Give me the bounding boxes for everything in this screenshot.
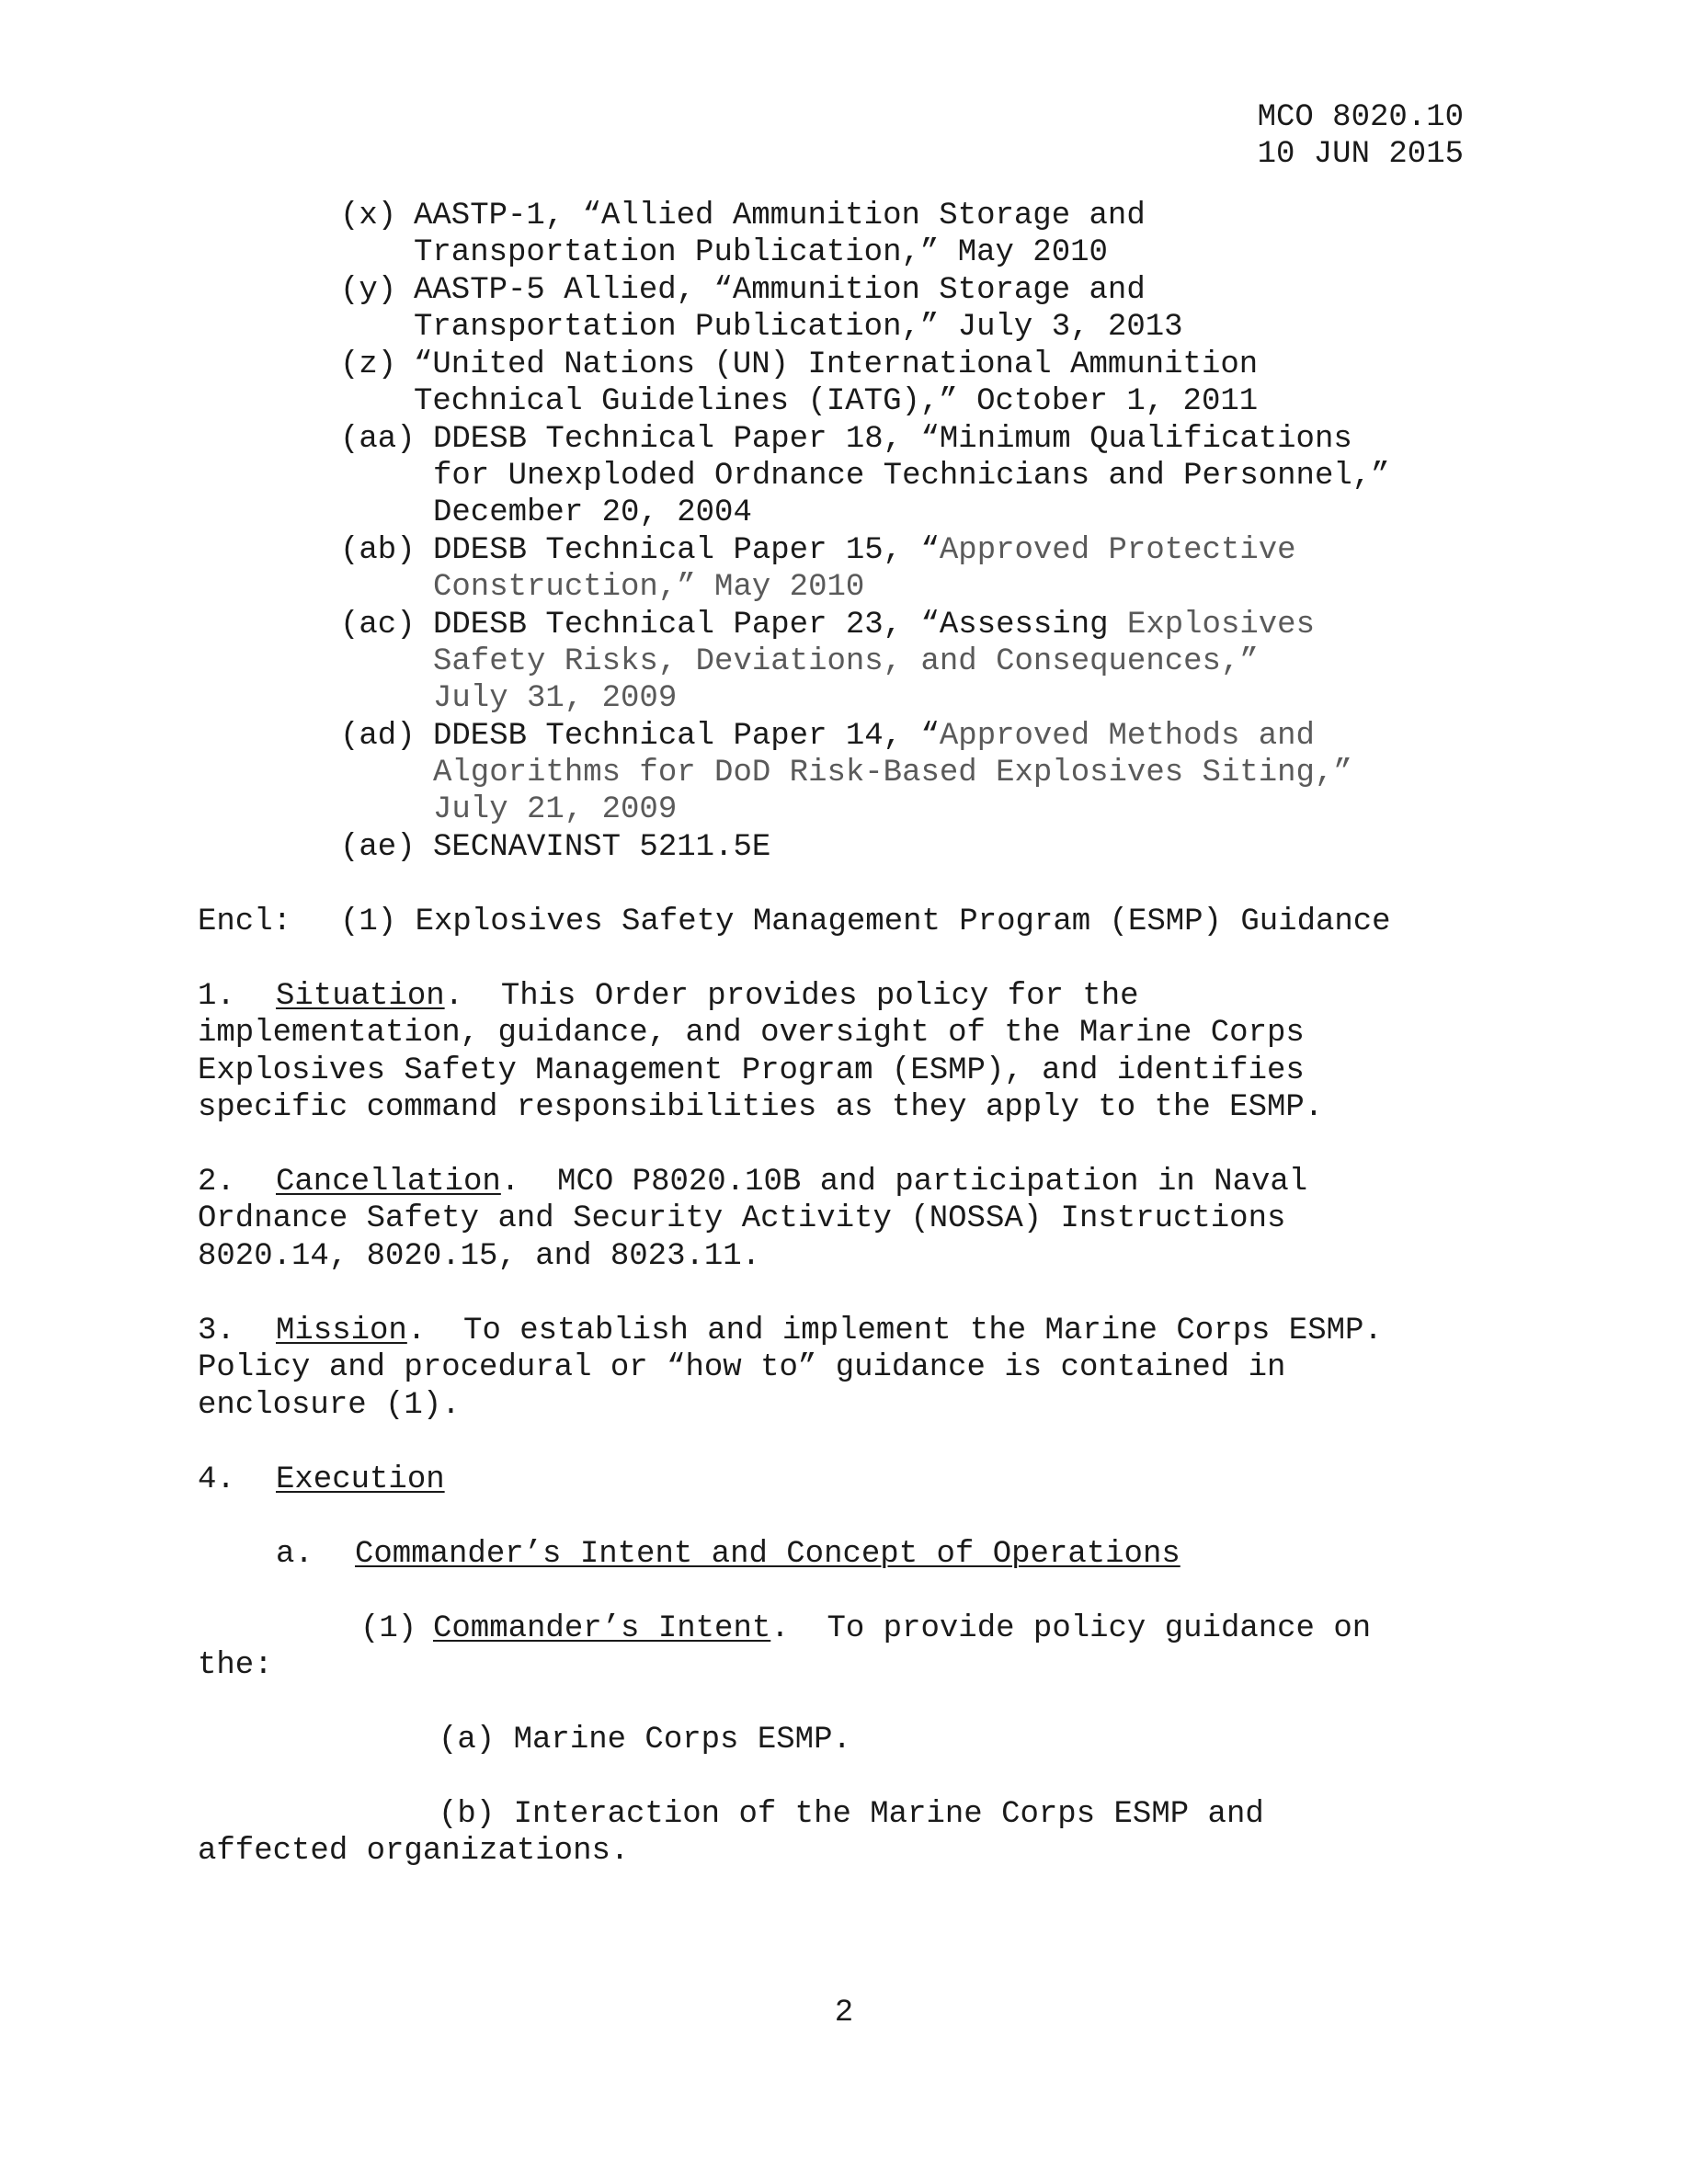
reference-marker: (ac) — [340, 608, 416, 643]
reference-text: Algorithms for DoD Risk-Based Explosives Siting,” — [433, 756, 1352, 791]
enclosure-label: Encl: — [198, 904, 292, 939]
subsection-heading: Commander’s Intent and Concept of Operations — [355, 1537, 1180, 1572]
reference-marker: (ab) — [340, 533, 416, 568]
reference-text: DDESB Technical Paper 15, “Approved Protective — [433, 533, 1296, 568]
paragraph-line: Ordnance Safety and Security Activity (NOSSA) Instructions — [198, 1201, 1286, 1236]
reference-text: AASTP-5 Allied, “Ammunition Storage and — [414, 273, 1146, 308]
order-number: MCO 8020.10 — [1257, 100, 1464, 135]
paragraph-line: Policy and procedural or “how to” guidance is contained in — [198, 1350, 1286, 1385]
paragraph-line: Explosives Safety Management Program (ESMP), and identifies — [198, 1053, 1305, 1088]
situation-paragraph-first-line: Situation. This Order provides policy for the — [276, 979, 1139, 1014]
section-number: 3. — [198, 1314, 235, 1348]
paragraph-line: implementation, guidance, and oversight of the Marine Corps — [198, 1016, 1305, 1051]
intent-heading: Commander’s Intent — [433, 1611, 771, 1646]
reference-text: DDESB Technical Paper 18, “Minimum Qualifications — [433, 422, 1352, 457]
reference-text: Construction,” May 2010 — [433, 570, 865, 605]
paragraph-line: enclosure (1). — [198, 1388, 461, 1423]
reference-text: DDESB Technical Paper 14, “Approved Methods and — [433, 719, 1315, 754]
reference-text: for Unexploded Ordnance Technicians and Personnel,” — [433, 459, 1390, 494]
reference-marker: (z) — [340, 347, 397, 382]
reference-text: Technical Guidelines (IATG),” October 1, 2011 — [414, 384, 1259, 419]
section-number: 2. — [198, 1165, 235, 1200]
section-number: 4. — [198, 1462, 235, 1497]
reference-marker: (x) — [340, 199, 397, 233]
reference-text: AASTP-1, “Allied Ammunition Storage and — [414, 199, 1146, 233]
reference-text: SECNAVINST 5211.5E — [433, 830, 771, 865]
order-date: 10 JUN 2015 — [1257, 137, 1464, 172]
reference-text: Transportation Publication,” May 2010 — [414, 235, 1108, 270]
list-item: (b) Interaction of the Marine Corps ESMP and — [439, 1797, 1264, 1832]
reference-text: July 31, 2009 — [433, 681, 678, 716]
paragraph-line: the: — [198, 1648, 273, 1683]
reference-text: DDESB Technical Paper 23, “Assessing Explosives — [433, 608, 1315, 643]
enclosure-text: (1) Explosives Safety Management Program (ESMP) Guidance — [340, 904, 1391, 939]
paragraph-line: affected organizations. — [198, 1834, 630, 1869]
reference-marker: (ad) — [340, 719, 416, 754]
intent-marker: (1) — [360, 1611, 417, 1646]
paragraph-line: 8020.14, 8020.15, and 8023.11. — [198, 1239, 761, 1274]
page-number: 2 — [834, 1996, 854, 2030]
cancellation-heading: Cancellation — [276, 1165, 501, 1200]
paragraph-line: specific command responsibilities as they apply to the ESMP. — [198, 1090, 1324, 1125]
subsection-letter: a. — [276, 1537, 314, 1572]
reference-text: “United Nations (UN) International Ammunition — [414, 347, 1259, 382]
reference-marker: (y) — [340, 273, 397, 308]
reference-text: December 20, 2004 — [433, 495, 752, 530]
reference-marker: (ae) — [340, 830, 416, 865]
reference-marker: (aa) — [340, 422, 416, 457]
cancellation-paragraph-first-line: Cancellation. MCO P8020.10B and participation in Naval — [276, 1165, 1308, 1200]
reference-text: Transportation Publication,” July 3, 2013 — [414, 310, 1183, 345]
section-number: 1. — [198, 979, 235, 1014]
intent-paragraph-first-line: Commander’s Intent. To provide policy guidance on — [433, 1611, 1372, 1646]
execution-heading: Execution — [276, 1462, 445, 1497]
situation-heading: Situation — [276, 979, 445, 1014]
reference-text: Safety Risks, Deviations, and Consequences,” — [433, 644, 1259, 679]
list-item: (a) Marine Corps ESMP. — [439, 1723, 851, 1757]
reference-text: July 21, 2009 — [433, 792, 678, 827]
mission-heading: Mission — [276, 1314, 407, 1348]
mission-paragraph-first-line: Mission. To establish and implement the Marine Corps ESMP. — [276, 1314, 1383, 1348]
